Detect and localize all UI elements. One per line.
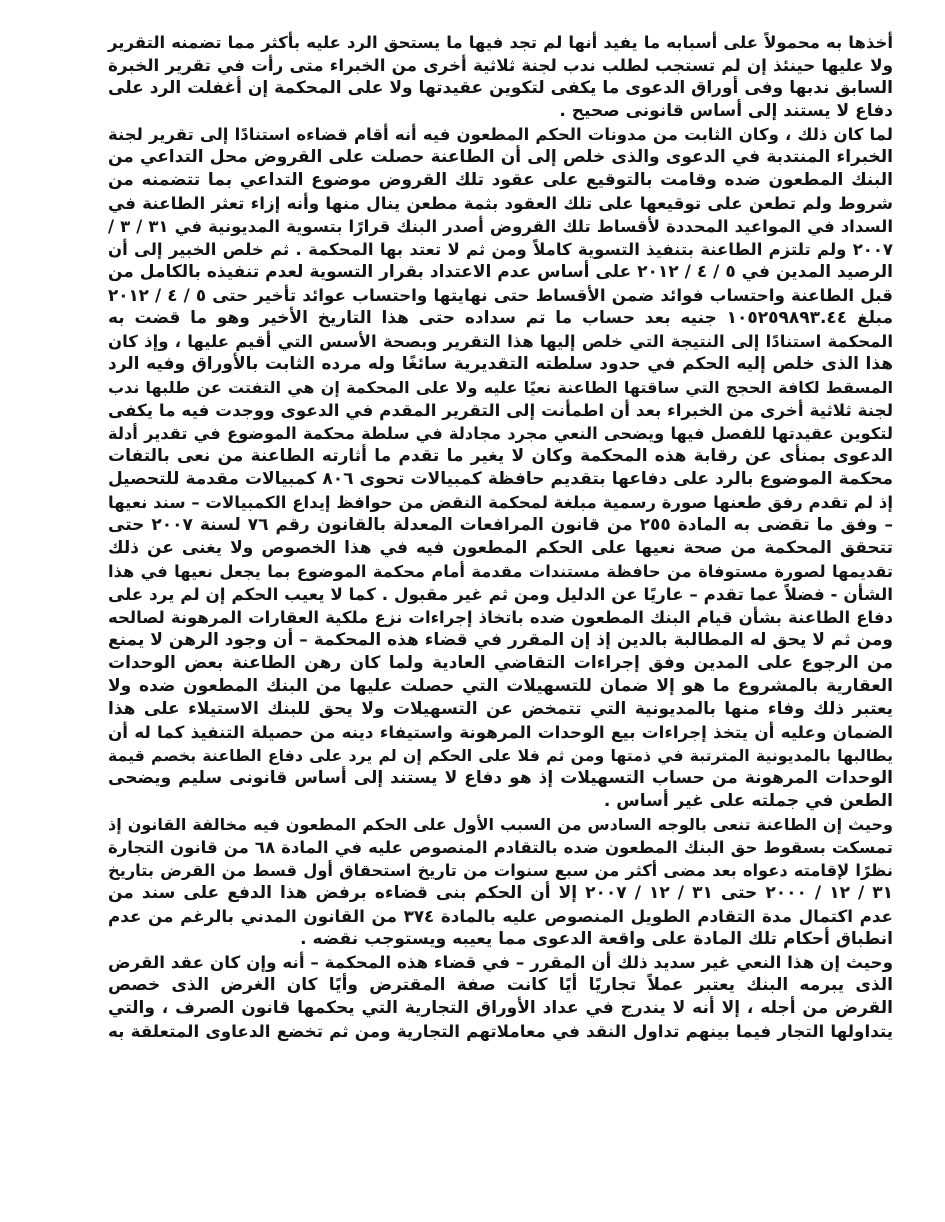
- text-line: يتداولها التجار فيما بينهم تداول النقد في معاملاتهم التجارية ومن ثم تخضع الدعاوى المتعلقة به: [108, 1021, 893, 1041]
- text-line: الخبراء المنتدبة في الدعوى والذى خلص إلى أن الطاعنة حصلت على القروض محل التداعي من: [108, 147, 893, 167]
- text-line: انطباق أحكام تلك المادة على واقعة الدعوى مما يعيبه ويستوجب نقضه .: [300, 929, 893, 949]
- text-line: نظرًا لإقامته دعواه بعد مضى أكثر من سبع سنوات من تاريخ استحقاق أول قسط من القرض بتاريخ: [108, 861, 893, 880]
- text-line: ولا عليها حينئذ إن لم تستجب لطلب ندب لجنة ثلاثية أخرى من الخبراء متى رأت في تقرير الخبرة: [108, 55, 893, 75]
- text-line: ٣١ / ١٢ / ٢٠٠٠ حتى ٣١ / ١٢ / ٢٠٠٧ إلا أن الحكم بنى قضاءه برفض هذا الدفع على سند من: [108, 883, 894, 903]
- paragraph: [108, 813, 893, 951]
- text-line: تتحقق المحكمة من صحة نعيها على الحكم المطعون فيه في هذا الخصوص ولا يغنى عن ذلك: [108, 538, 893, 558]
- text-line: من الرجوع على المدين وفق إجراءات التقاضي العادية ولما كان رهن الطاعنة بعض الوحدات: [108, 653, 893, 673]
- text-line: هذا الذى خلص إليه الحكم في حدود سلطته التقديرية سائغًا وله مرده الثابت بالأوراق وفيه الرد: [108, 354, 893, 374]
- text-line: يعتبر ذلك وفاء منها بالمديونية التي تتمخض عن التسهيلات ولا يحق للبنك الاستيلاء على هذا: [108, 699, 893, 719]
- text-line: يطالبها بالمديونية المترتبة في ذمتها ومن ثم فلا على الحكم إن لم يرد على دفاع الطاعنة بخصم قيمة: [108, 746, 893, 765]
- text-line: القرض من أجله ، إلا أنه لا يندرج في عداد الأوراق التجارية التي يحكمها قانون الصرف ، والتي: [108, 998, 893, 1018]
- text-line: ومن ثم لا يحق له المطالبة بالدين إذ إن المقرر في قضاء هذه المحكمة – أن وجود الرهن لا يمنع: [108, 630, 893, 650]
- text-line: تقديمها لصورة مستوفاة من حافظة مستندات مقدمة أمام محكمة الموضوع بما يجعل نعيها في هذا: [108, 562, 893, 581]
- text-line: وحيث إن هذا النعي غير سديد ذلك أن المقرر – في قضاء هذه المحكمة – أنه وإن كان عقد القرض: [108, 952, 893, 972]
- text-line: قبل الطاعنة واحتساب فوائد ضمن الأقساط حتى نهايتها واحتساب عوائد تأخير حتى ٥ / ٤ / ٢٠١٢: [108, 285, 894, 305]
- text-line: شروط ولم تطعن على توقيعها على تلك العقود بثمة مطعن ينال منها وأنه إزاء تعثر الطاعنة في: [108, 193, 893, 213]
- text-line: الطعن في جملته على غير أساس .: [603, 791, 893, 811]
- text-line: إذ لم تقدم رفق طعنها صورة رسمية مبلغة لمحكمة النقض من حوافظ إيداع الكمبيالات – سند نعيها: [108, 493, 893, 512]
- text-line: دفاع لا يستند إلى أساس قانونى صحيح .: [559, 101, 893, 121]
- text-line: لجنة ثلاثية أخرى من الخبراء بعد أن اطمأنت إلى التقرير المقدم في الدعوى ووجدت فيه ما يكفى: [108, 400, 893, 420]
- text-line: الوحدات المرهونة من حساب التسهيلات إذ هو دفاع لا يستند إلى أساس قانونى سليم ويضحى: [108, 768, 893, 788]
- text-line: المسقط لكافة الحجج التي ساقتها الطاعنة نعيًا عليه ولا على المحكمة إن هي التفتت عن طلبها ندب: [108, 378, 893, 397]
- text-line: الذى يبرمه البنك يعتبر عملاً تجاريًا أيًا كانت صفة المقترض وأيًا كان الغرض الذى خصص: [108, 975, 893, 995]
- text-line: مبلغ ١٠٥٢٥٩٨٩٣.٤٤ جنيه بعد حساب ما تم سداده حتى هذا التاريخ الأخير وهو ما قضت به: [108, 308, 893, 328]
- text-line: لتكوين عقيدتها للفصل فيها ويضحى النعي مجرد مجادلة في سلطة محكمة الموضوع في تقدير أدلة: [108, 424, 893, 443]
- text-line: البنك المطعون ضده وقامت بالتوقيع على عقود تلك القروض موضوع التداعي بما تتضمنه من: [108, 170, 893, 190]
- text-line: لما كان ذلك ، وكان الثابت من مدونات الحكم المطعون فيه أنه أقام قضاءه استنادًا إلى تقرير لجنة: [108, 125, 893, 144]
- text-line: محكمة الموضوع بالرد على دفاعها بتقديم حافظة كمبيالات تحوى ٨٠٦ كمبيالات مقدمة للتحصيل: [108, 469, 893, 489]
- text-line: ٢٠٠٧ ولم تلتزم الطاعنة بتنفيذ التسوية كاملاً ومن ثم لا تعتد بها المحكمة . ثم خلص الخبير إلى أن: [108, 240, 893, 259]
- text-line: تمسكت بسقوط حق البنك المطعون ضده بالتقادم المنصوص عليه في المادة ٦٨ من قانون التجارة: [108, 838, 893, 857]
- paragraph: [108, 951, 893, 1043]
- text-line: الضمان وعليه أن يتخذ إجراءات بيع الوحدات المرهونة واستيفاء دينه من حصيلة التنفيذ كما له أن: [108, 722, 893, 742]
- text-line: الشأن - فضلاً عما تقدم – عاريًا عن الدليل ومن ثم غير مقبول . كما لا يعيب الحكم إن لم يرد على: [108, 584, 893, 604]
- text-line: السداد في المواعيد المحددة لأقساط تلك القروض أصدر البنك قرارًا بتسوية المديونية في ٣١ / ٣ /: [108, 217, 894, 236]
- text-line: الدعوى بمنأى عن رقابة هذه المحكمة وكان لا يغير ما تقدم ما أثارته الطاعنة من نعى بالتفات: [108, 446, 893, 466]
- text-line: – وفق ما تقضى به المادة ٢٥٥ من قانون المرافعات المعدلة بالقانون رقم ٧٦ لسنة ٢٠٠٧ حتى: [108, 515, 893, 535]
- text-line: عدم اكتمال مدة التقادم الطويل المنصوص عليه بالمادة ٣٧٤ من القانون المدني بالرغم من عدم: [108, 906, 893, 926]
- text-line: أخذها به محمولاً على أسبابه ما يفيد أنها لم تجد فيها ما يستحق الرد عليه بأكثر مما تضمنه التقرير: [108, 33, 893, 52]
- text-line: وحيث إن الطاعنة تنعى بالوجه السادس من السبب الأول على الحكم المطعون فيه مخالفة القانون إذ: [108, 815, 893, 834]
- document-body: [108, 31, 893, 1043]
- text-line: المحكمة استنادًا إلى النتيجة التي خلص إليها هذا التقرير وبصحة الأسس التي أقيم عليها ، وإذ كان: [108, 332, 893, 351]
- paragraph: [108, 123, 893, 813]
- text-line: السابق ندبها وفى أوراق الدعوى ما يكفى لتكوين عقيدتها ولا على المحكمة إن أغفلت الرد على: [108, 78, 893, 98]
- paragraph: [108, 31, 893, 123]
- text-line: دفاع الطاعنة بشأن قيام البنك المطعون ضده باتخاذ إجراءات نزع ملكية العقارات المرهونة لصالحه: [108, 608, 893, 627]
- text-line: العقارية بالمشروع ما هو إلا ضمان للتسهيلات التي حصلت عليها من البنك المطعون ضده ولا: [108, 676, 893, 696]
- text-line: الرصيد المدين في ٥ / ٤ / ٢٠١٢ على أساس عدم الاعتداد بقرار التسوية لعدم تنفيذه بالكامل من: [108, 262, 893, 282]
